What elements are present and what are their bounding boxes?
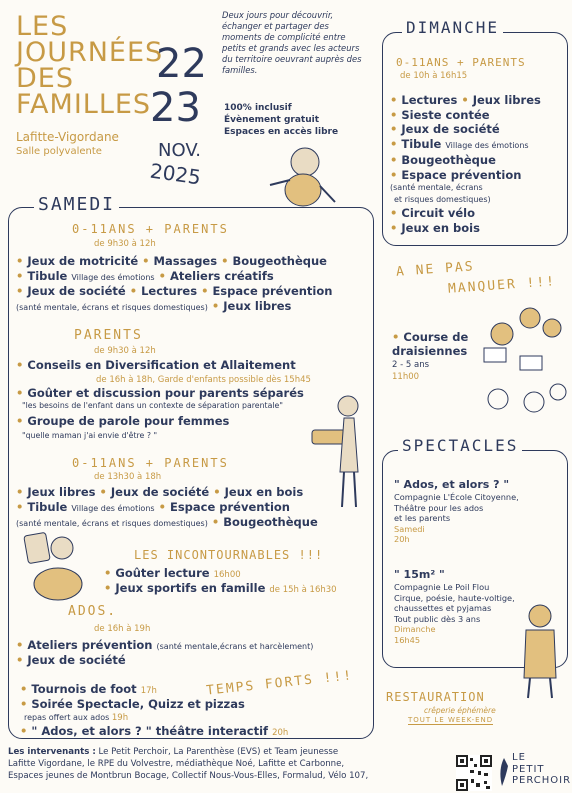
activity: Espace prévention [401,167,522,182]
child-painting-icon [510,600,568,700]
show-description: chaussettes et pyjamas [394,603,492,613]
activity-detail: (santé mentale, écrans et risques domestiques) [16,519,208,528]
activity: Lectures [141,284,198,298]
activity: Bougeothèque [401,153,496,167]
logo-text: LE [512,752,526,763]
date-day-2: 23 [150,85,201,131]
title-line-2: JOURNÉES [16,37,164,68]
date-day-1: 22 [156,41,207,87]
samedi-s3-time: de 13h30 à 18h [94,472,162,482]
place-name: Lafitte-Vigordane [16,130,119,144]
activity-time: 20h [272,728,289,738]
activity: Jeux libres [27,485,96,499]
samedi-s3-title: 0-11ANS + PARENTS [72,456,229,470]
activity: " Ados, et alors ? " théâtre interactif [31,724,269,738]
feature-free: Évènement gratuit [224,115,320,125]
activity-time: 17h [140,686,157,696]
activity-time: 16h00 [213,570,241,580]
title-line-1: LES [16,11,69,42]
activity: Conseils en Diversification et Allaitement [27,358,296,372]
feature-open-access: Espaces en accès libre [224,127,339,137]
logo-text: PERCHOIR [512,775,572,786]
samedi-s5-title: ADOS. [68,604,118,619]
spectacles-heading: SPECTACLES [398,436,522,455]
show-company: Compagnie L'École Citoyenne, [394,492,519,502]
activity: Tibule [27,269,68,283]
restauration-when: TOUT LE WEEK-END [408,716,494,724]
activity-time: de 15h à 16h30 [269,585,337,595]
show-description: Cirque, poésie, haute-voltige, [394,592,515,603]
show-day: Dimanche [394,624,436,634]
activity: Jeux libres [472,93,541,107]
venue-name: Salle polyvalente [16,146,102,157]
activity: Jeux de société [27,653,126,667]
activity-time: de 16h à 18h, Garde d'enfants possible dès 15h45 [96,375,311,385]
highlight-title-1: A NE PAS [395,259,476,280]
show-description: Théâtre pour les ados [394,502,484,513]
activity: Soirée Spectacle, Quizz et pizzas [31,697,245,711]
qr-code-icon[interactable] [456,755,492,791]
samedi-s2-time: de 9h30 à 12h [94,346,156,356]
activity: Jeux de société [401,122,500,136]
bird-logo-icon [496,756,510,788]
activity: Jeux en bois [224,485,304,499]
activity: Tibule [27,500,68,514]
samedi-s1-title: 0-11ANS + PARENTS [72,222,229,236]
activity: Jeux libres [223,299,292,313]
footer-partners: Lafitte Vigordane, le RPE du Volvestre, médiathèque Noé, Lafitte et Carbonne, [8,759,345,769]
balance-bike-kids-icon [476,304,568,414]
activity-detail: repas offert aux ados [24,713,110,722]
dimanche-title: 0-11ANS + PARENTS [396,56,526,69]
activity: Circuit vélo [401,206,476,220]
child-reading-icon [18,528,88,603]
activity-detail: et risques domestiques) [394,195,491,204]
samedi-s2-title: PARENTS [74,328,143,343]
samedi-s6-title: TEMPS FORTS !!! [205,668,354,699]
samedi-s1-time: de 9h30 à 12h [94,239,156,249]
show-description: et les parents [394,513,451,523]
restauration-title: RESTAURATION [386,690,485,704]
highlight-age: 2 - 5 ans [392,360,430,370]
samedi-heading: SAMEDI [34,194,119,215]
activity-detail: Village des émotions [71,273,155,282]
activity: Jeux de motricité [27,254,139,268]
activity: Espace prévention [169,500,290,514]
activity: Groupe de parole pour femmes [27,414,230,428]
show-title: " 15m² " [394,568,445,581]
activity: Jeux sportifs en famille [115,581,266,595]
activity-detail: (santé mentale, écrans et risques domestiques) [16,303,208,312]
show-audience: Tout public dès 3 ans [394,613,481,624]
show-title: " Ados, et alors ? " [394,478,510,491]
activity: Goûter et discussion pour parents séparés [27,386,304,400]
activity: Sieste contée [401,107,490,122]
activity: Lectures [401,93,458,107]
footer-partners: Le Petit Perchoir, La Parenthèse (EVS) et Team jeunesse [95,747,339,757]
highlight-title-2: MANQUER !!! [447,274,557,297]
date-month: NOV. [158,140,202,161]
activity: Bougeothèque [223,515,318,529]
footer-partners: Espaces jeunes de Montbrun Bocage, Collectif Nous-Vous-Elles, Formalud, Vélo 107, [8,771,369,781]
activity: Jeux en bois [401,220,480,235]
title-line-3: DES [16,63,74,94]
feature-inclusive: 100% inclusif [224,103,292,113]
highlight-time: 11h00 [392,372,420,382]
intro-text: Deux jours pour découvrir, échanger et partager des moments de complicité entre petits et grands avec les acteurs du territoire oeuvrant auprès des familles. [222,10,362,75]
samedi-s5-time: de 16h à 19h [94,624,151,634]
activity: Tibule [401,136,442,151]
samedi-s4-title: LES INCONTOURNABLES !!! [134,548,324,562]
activity: Jeux de société [110,485,210,499]
show-time: 20h [394,534,410,544]
activity-detail: "les besoins de l'enfant dans un contexte de séparation parentale" [22,401,283,410]
activity: Jeux de société [27,284,126,298]
activity-detail: "quelle maman j'ai envie d'être ? " [22,431,158,440]
child-with-tray-icon [310,392,370,512]
activity: Espace prévention [212,284,333,298]
activity-detail: Village des émotions [71,504,155,513]
date-year: 2025 [148,158,203,190]
activity-detail: (santé mentale, écrans [390,183,483,192]
restauration-sub: crêperie éphémère [424,706,496,715]
show-company: Compagnie Le Poil Flou [394,582,490,592]
logo-text: PETIT [512,763,545,775]
activity: Goûter lecture [115,566,210,580]
activity: Tournois de foot [31,682,137,696]
show-day: Samedi [394,523,425,534]
activity-time: 19h [111,713,129,723]
show-time: 16h45 [394,634,421,645]
activity: Ateliers prévention [27,638,153,652]
highlight-activity: Course de draisiennes [392,330,469,358]
activity-detail: (santé mentale,écrans et harcèlement) [156,642,314,651]
activity-detail: Village des émotions [445,140,529,150]
dimanche-heading: DIMANCHE [402,18,503,37]
title-line-4: FAMILLES [16,89,152,120]
footer-label: Les intervenants : [8,747,96,757]
activity: Bougeothèque [232,254,327,268]
activity: Massages [153,254,218,268]
dimanche-time: de 10h à 16h15 [400,71,468,81]
activity: Ateliers créatifs [169,269,274,283]
child-illustration-icon [260,140,340,215]
